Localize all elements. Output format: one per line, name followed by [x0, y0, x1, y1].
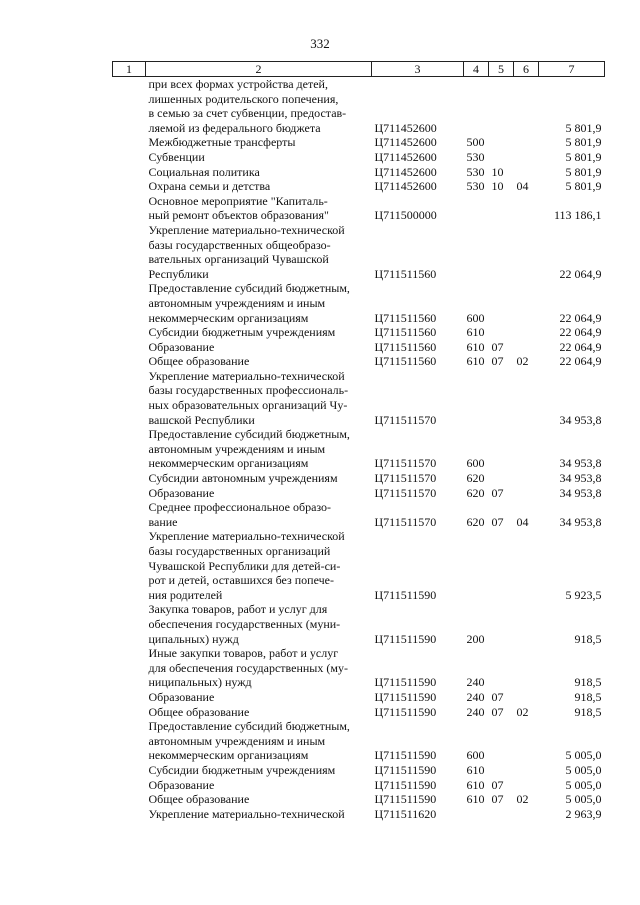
cell-name: Общее образование	[148, 792, 250, 807]
table-row	[113, 690, 605, 705]
cell-section	[489, 602, 514, 646]
cell-expense-type: 600	[466, 310, 485, 325]
cell-number	[113, 179, 146, 194]
cell-amount: 34 953,8	[559, 412, 602, 427]
cell-target-code: Ц711511590	[374, 777, 437, 792]
cell-target-code: Ц711511590	[374, 631, 437, 646]
cell-expense-type	[464, 223, 489, 281]
table-row	[113, 150, 605, 165]
cell-name: Укрепление материально-технической базы государственных общеобразо- вательных организаций Чувашской Республики	[148, 222, 345, 281]
cell-name: Укрепление материально-технической базы государственных организаций Чувашской Республики для детей-си- рот и детей, оставшихся без попече- ния родителей	[148, 529, 345, 602]
cell-target-code: Ц711452600	[374, 135, 437, 150]
cell-target-code: Ц711511570	[374, 456, 437, 471]
cell-number	[113, 763, 146, 778]
cell-section	[489, 529, 514, 602]
table-row	[113, 529, 605, 602]
page-number: 332	[310, 36, 330, 51]
cell-expense-type: 610	[466, 325, 485, 340]
cell-section: 10	[491, 164, 504, 179]
cell-section	[489, 369, 514, 427]
cell-name: Укрепление материально-технической базы государственных профессиональ- ных образовательных организаций Чу- вашской Республики	[148, 368, 349, 427]
cell-amount: 918,5	[574, 689, 602, 704]
cell-amount: 5 801,9	[565, 149, 602, 164]
cell-number	[113, 529, 146, 602]
cell-expense-type: 610	[466, 339, 485, 354]
cell-target-code: Ц711511570	[374, 514, 437, 529]
cell-name: при всех формах устройства детей, лишенных родительского попечения, в семью за счет субвенции, предостав- ляемой из федерального бюджета	[148, 77, 347, 135]
cell-expense-type	[464, 369, 489, 427]
cell-subsection	[514, 486, 539, 501]
cell-name: Предоставление субсидий бюджетным, автономным учреждениям и иным некоммерческим организациям	[148, 427, 350, 471]
cell-number	[113, 369, 146, 427]
table-row	[113, 500, 605, 529]
cell-target-code: Ц711511560	[374, 266, 437, 281]
cell-name: Иные закупки товаров, работ и услуг для обеспечения государственных (му- ниципальных) нужд	[148, 646, 348, 690]
cell-expense-type: 620	[466, 471, 485, 486]
cell-expense-type: 240	[466, 675, 485, 690]
cell-number	[113, 471, 146, 486]
cell-target-code: Ц711511560	[374, 310, 437, 325]
cell-name: Предоставление субсидий бюджетным, автономным учреждениям и иным некоммерческим организациям	[148, 719, 350, 763]
table-row	[113, 165, 605, 180]
table-row	[113, 778, 605, 793]
cell-section	[489, 763, 514, 778]
table-row	[113, 281, 605, 325]
cell-subsection	[514, 471, 539, 486]
table-body	[113, 77, 605, 822]
cell-subsection	[514, 369, 539, 427]
cell-amount: 5 801,9	[565, 135, 602, 150]
table-row	[113, 369, 605, 427]
cell-amount: 5 005,0	[565, 762, 602, 777]
cell-target-code: Ц711511590	[374, 587, 437, 602]
table-row	[113, 179, 605, 194]
cell-number	[113, 500, 146, 529]
cell-subsection: 04	[516, 514, 529, 529]
cell-section: 07	[491, 689, 504, 704]
cell-subsection	[514, 325, 539, 340]
header-col-2: 2	[146, 62, 372, 77]
cell-amount: 5 005,0	[565, 748, 602, 763]
cell-subsection	[514, 165, 539, 180]
cell-target-code: Ц711511560	[374, 354, 437, 369]
cell-subsection	[514, 77, 539, 136]
cell-subsection	[514, 427, 539, 471]
cell-number	[113, 150, 146, 165]
cell-expense-type: 200	[466, 631, 485, 646]
table-row	[113, 471, 605, 486]
cell-expense-type	[464, 194, 489, 223]
cell-amount: 5 801,9	[565, 164, 602, 179]
table-row	[113, 427, 605, 471]
cell-subsection	[514, 778, 539, 793]
cell-amount: 918,5	[574, 704, 602, 719]
cell-section	[489, 719, 514, 763]
cell-number	[113, 194, 146, 223]
cell-expense-type: 610	[466, 777, 485, 792]
cell-name: Образование	[148, 339, 215, 354]
cell-subsection	[514, 529, 539, 602]
cell-expense-type: 500	[466, 135, 485, 150]
cell-target-code: Ц711511560	[374, 339, 437, 354]
cell-subsection	[514, 340, 539, 355]
table-row	[113, 325, 605, 340]
cell-target-code: Ц711452600	[374, 149, 437, 164]
cell-subsection: 04	[516, 179, 529, 194]
cell-number	[113, 325, 146, 340]
cell-number	[113, 778, 146, 793]
header-col-4: 4	[464, 62, 489, 77]
table-row	[113, 646, 605, 690]
cell-amount: 5 801,9	[565, 179, 602, 194]
cell-subsection: 02	[516, 792, 529, 807]
cell-subsection	[514, 763, 539, 778]
cell-section	[489, 646, 514, 690]
cell-expense-type: 620	[466, 514, 485, 529]
cell-target-code: Ц711452600	[374, 120, 437, 135]
header-col-1: 1	[113, 62, 146, 77]
cell-number	[113, 281, 146, 325]
cell-expense-type: 610	[466, 762, 485, 777]
cell-expense-type: 600	[466, 748, 485, 763]
cell-target-code: Ц711511590	[374, 675, 437, 690]
cell-target-code: Ц711511590	[374, 762, 437, 777]
cell-name: Социальная политика	[148, 164, 260, 179]
cell-expense-type	[464, 529, 489, 602]
cell-expense-type: 600	[466, 456, 485, 471]
cell-subsection	[514, 223, 539, 281]
cell-number	[113, 807, 146, 822]
cell-subsection	[514, 135, 539, 150]
cell-number	[113, 646, 146, 690]
cell-section	[489, 77, 514, 136]
cell-target-code: Ц711511590	[374, 704, 437, 719]
table-row	[113, 354, 605, 369]
cell-amount: 22 064,9	[559, 325, 602, 340]
cell-target-code: Ц711511570	[374, 471, 437, 486]
cell-name: Общее образование	[148, 354, 250, 369]
cell-subsection	[514, 646, 539, 690]
cell-number	[113, 719, 146, 763]
cell-expense-type: 620	[466, 485, 485, 500]
cell-amount: 34 953,8	[559, 485, 602, 500]
cell-target-code: Ц711511590	[374, 792, 437, 807]
cell-amount: 2 963,9	[565, 806, 602, 821]
table-row	[113, 705, 605, 720]
cell-amount: 22 064,9	[559, 266, 602, 281]
cell-name: Предоставление субсидий бюджетным, автономным учреждениям и иным некоммерческим организациям	[148, 281, 350, 325]
cell-section	[489, 427, 514, 471]
cell-expense-type	[464, 807, 489, 822]
cell-name: Субсидии автономным учреждениям	[148, 471, 338, 486]
cell-name: Охрана семьи и детства	[148, 179, 271, 194]
cell-expense-type: 240	[466, 704, 485, 719]
cell-subsection	[514, 719, 539, 763]
cell-subsection	[514, 281, 539, 325]
cell-expense-type	[464, 77, 489, 136]
cell-name: Субвенции	[148, 149, 205, 164]
cell-section: 10	[491, 179, 504, 194]
cell-target-code: Ц711452600	[374, 164, 437, 179]
cell-name: Среднее профессиональное образо- вание	[148, 500, 332, 529]
cell-number	[113, 340, 146, 355]
cell-amount: 22 064,9	[559, 310, 602, 325]
cell-name: Межбюджетные трансферты	[148, 135, 296, 150]
cell-section	[489, 807, 514, 822]
cell-name: Закупка товаров, работ и услуг для обеспечения государственных (муни- ципальных) нужд	[148, 602, 341, 646]
cell-name: Субсидии бюджетным учреждениям	[148, 762, 336, 777]
cell-amount: 34 953,8	[559, 514, 602, 529]
header-col-3: 3	[372, 62, 464, 77]
cell-section	[489, 281, 514, 325]
table-row	[113, 719, 605, 763]
table-row	[113, 77, 605, 136]
cell-amount: 5 801,9	[565, 120, 602, 135]
table-row	[113, 602, 605, 646]
cell-section	[489, 135, 514, 150]
cell-section: 07	[491, 792, 504, 807]
budget-table	[112, 61, 605, 821]
cell-section	[489, 471, 514, 486]
cell-target-code: Ц711511620	[374, 806, 437, 821]
cell-expense-type: 610	[466, 792, 485, 807]
cell-expense-type: 240	[466, 689, 485, 704]
cell-number	[113, 165, 146, 180]
cell-target-code: Ц711452600	[374, 179, 437, 194]
cell-number	[113, 602, 146, 646]
cell-section: 07	[491, 514, 504, 529]
cell-section	[489, 194, 514, 223]
cell-amount: 34 953,8	[559, 471, 602, 486]
cell-section	[489, 325, 514, 340]
cell-subsection	[514, 150, 539, 165]
table-row	[113, 135, 605, 150]
cell-amount: 918,5	[574, 675, 602, 690]
cell-target-code: Ц711511590	[374, 689, 437, 704]
cell-number	[113, 77, 146, 136]
cell-name: Образование	[148, 689, 215, 704]
table-row	[113, 792, 605, 807]
cell-subsection	[514, 194, 539, 223]
cell-section: 07	[491, 339, 504, 354]
cell-expense-type: 530	[466, 164, 485, 179]
cell-number	[113, 705, 146, 720]
cell-subsection: 02	[516, 354, 529, 369]
cell-subsection: 02	[516, 704, 529, 719]
table-row	[113, 807, 605, 822]
cell-name: Укрепление материально-технической	[148, 806, 345, 821]
cell-amount: 22 064,9	[559, 354, 602, 369]
cell-section	[489, 223, 514, 281]
table-row	[113, 194, 605, 223]
cell-subsection	[514, 690, 539, 705]
cell-section: 07	[491, 354, 504, 369]
cell-expense-type: 530	[466, 149, 485, 164]
cell-number	[113, 486, 146, 501]
cell-subsection	[514, 602, 539, 646]
cell-number	[113, 223, 146, 281]
cell-target-code: Ц711500000	[374, 208, 437, 223]
cell-name: Образование	[148, 485, 215, 500]
header-col-7: 7	[539, 62, 605, 77]
cell-target-code: Ц711511570	[374, 485, 437, 500]
header-col-5: 5	[489, 62, 514, 77]
cell-target-code: Ц711511570	[374, 412, 437, 427]
header-col-6: 6	[514, 62, 539, 77]
cell-section: 07	[491, 704, 504, 719]
cell-section	[489, 150, 514, 165]
cell-amount: 34 953,8	[559, 456, 602, 471]
cell-amount: 5 923,5	[565, 587, 602, 602]
cell-amount: 5 005,0	[565, 777, 602, 792]
cell-name: Общее образование	[148, 704, 250, 719]
cell-name: Основное мероприятие "Капиталь- ный ремонт объектов образования"	[148, 193, 329, 223]
cell-amount: 22 064,9	[559, 339, 602, 354]
cell-name: Субсидии бюджетным учреждениям	[148, 325, 336, 340]
cell-section: 07	[491, 777, 504, 792]
cell-target-code: Ц711511590	[374, 748, 437, 763]
cell-amount: 5 005,0	[565, 792, 602, 807]
cell-name: Образование	[148, 777, 215, 792]
table-row	[113, 763, 605, 778]
cell-amount: 918,5	[574, 631, 602, 646]
cell-amount: 113 186,1	[553, 208, 602, 223]
cell-number	[113, 690, 146, 705]
cell-number	[113, 135, 146, 150]
cell-expense-type: 610	[466, 354, 485, 369]
cell-number	[113, 427, 146, 471]
cell-number	[113, 792, 146, 807]
cell-section: 07	[491, 485, 504, 500]
table-row	[113, 340, 605, 355]
table-header	[113, 62, 605, 77]
table-row	[113, 223, 605, 281]
cell-target-code: Ц711511560	[374, 325, 437, 340]
table-row	[113, 486, 605, 501]
cell-expense-type: 530	[466, 179, 485, 194]
cell-number	[113, 354, 146, 369]
cell-subsection	[514, 807, 539, 822]
header-row	[113, 62, 605, 77]
